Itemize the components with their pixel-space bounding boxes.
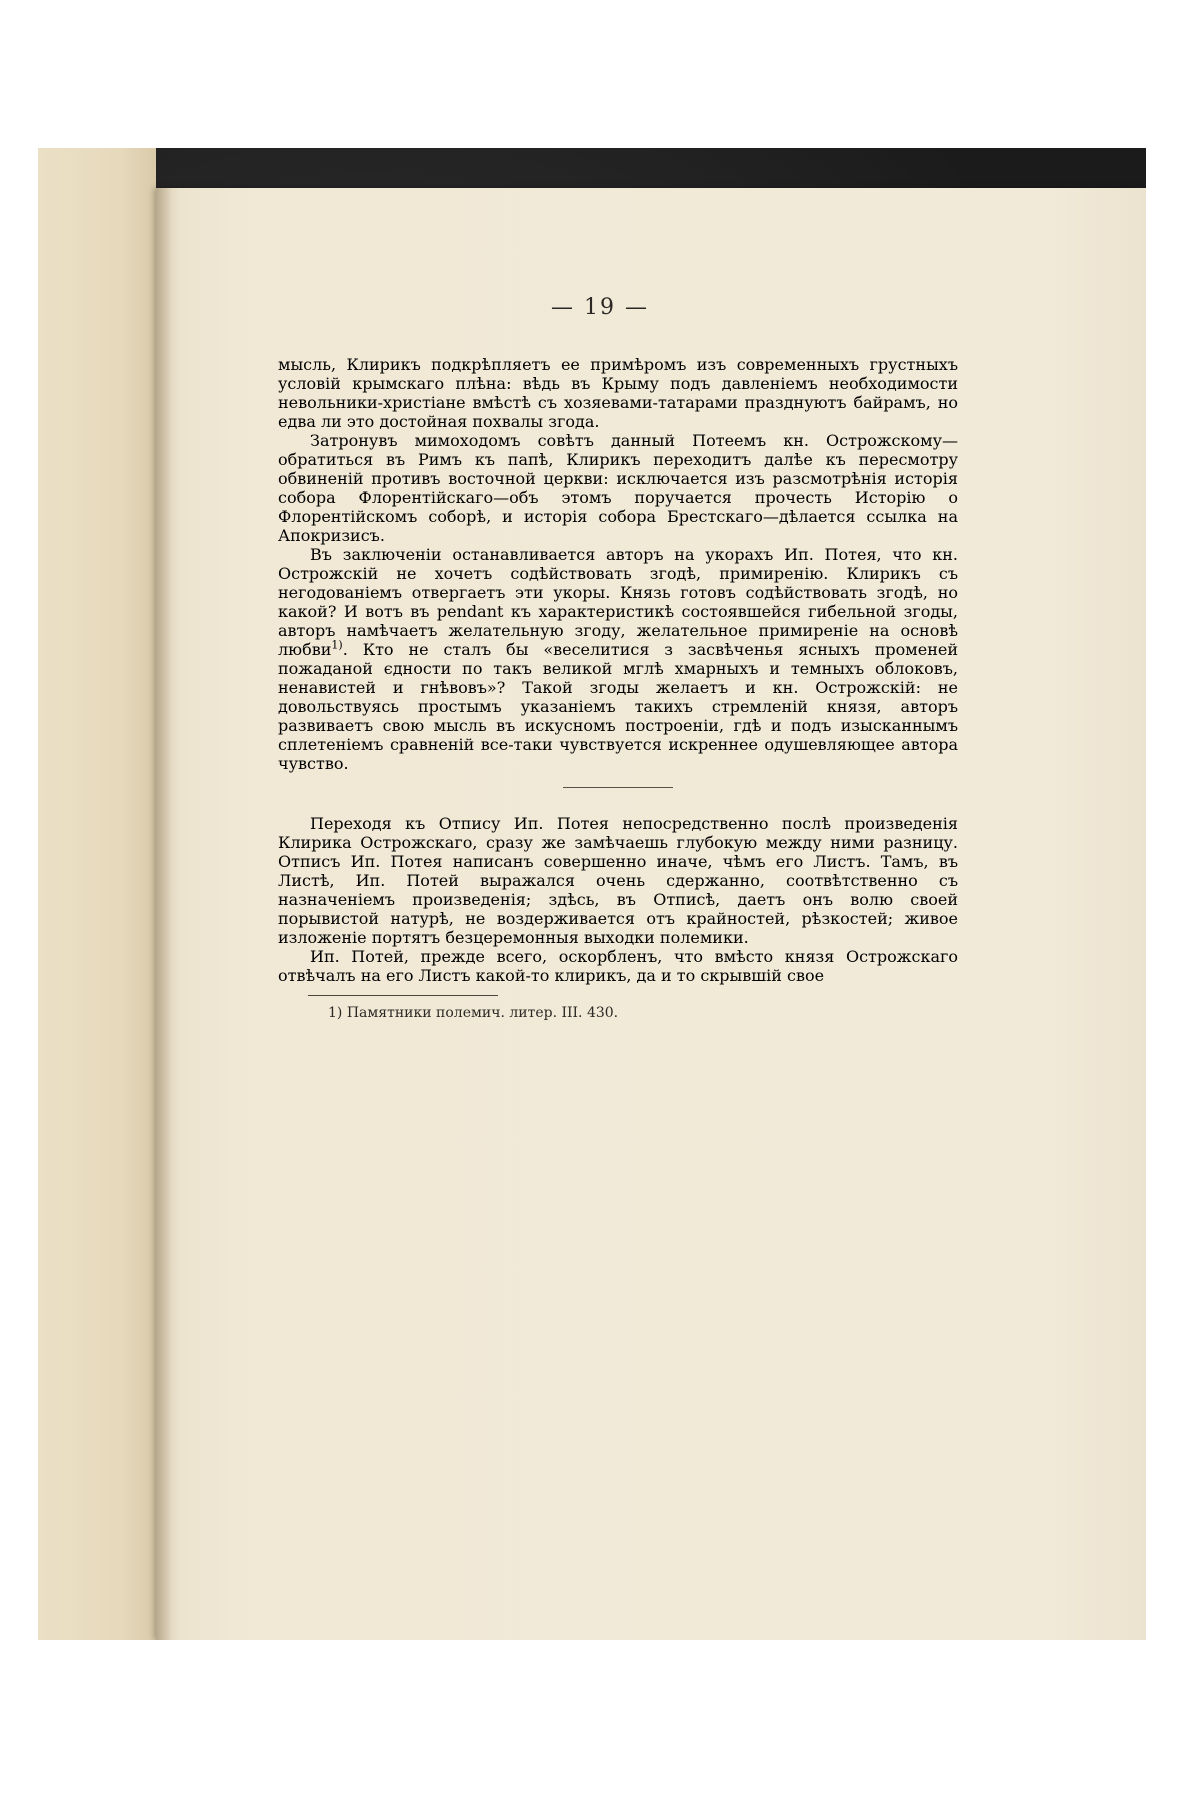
paragraph-1: мысль, Клирикъ подкрѣпляетъ ее примѣромъ изъ современныхъ грустныхъ условій крымскаго плѣна: вѣдь въ Крыму подъ давленіемъ необходимости невольники-христіане вмѣстѣ съ хозяевами-татарами празднуютъ байрамъ, но едва ли это достойная похвалы згода. [278, 355, 958, 431]
paragraph-2: Затронувъ мимоходомъ совѣтъ данный Потеемъ кн. Острожскому— обратиться въ Римъ къ папѣ, Клирикъ переходитъ далѣе къ пересмотру обвиненій противъ восточной церкви: исключается изъ разсмотрѣнія исторія собора Флорентійскаго—объ этомъ поручается прочесть Исторію о Флорентійскомъ соборѣ, и исторія собора Брестскаго—дѣлается ссылка на Апокризисъ. [278, 431, 958, 545]
paragraph-5: Ип. Потей, прежде всего, оскорбленъ, что вмѣсто князя Острожскаго отвѣчалъ на его Листъ какой-то клирикъ, да и то скрывшій свое [278, 947, 958, 985]
page-gutter-shadow [156, 188, 172, 1640]
section-divider [563, 787, 673, 788]
paragraph-3-continuation: Кто не сталъ бы «веселитися з засвѣченья ясныхъ променей пожаданой єдности по такъ великой мглѣ хмарныхъ и темныхъ облоковъ, ненавистей и гнѣвовъ»? Такой згоды желаетъ и кн. Острожскій: не довольствуясь простымъ указаніемъ такихъ стремленій князя, авторъ развиваетъ свою мысль въ искусномъ построеніи, гдѣ и подъ изысканнымъ сплетеніемъ сравненій все-таки чувствуется искреннее одушевляющее автора чувство. [278, 640, 959, 773]
footnote: 1) Памятники полемич. литер. III. 430. [328, 1005, 619, 1021]
paragraph-3-text: Въ заключеніи останавливается авторъ на укорахъ Ип. Потея, что кн. Острожскій не хочетъ содѣйствовать згодѣ, примиренію. Клирикъ съ негодованіемъ отвергаетъ эти укоры. Князь готовъ содѣйствовать згодѣ, но какой? И вотъ въ pendant къ характеристикѣ состоявшейся гибельной згоды, авторъ намѣчаетъ желательную згоду, желательное примиреніе на основѣ любви [278, 545, 958, 659]
footnote-rule [308, 995, 498, 996]
paragraph-3: Въ заключеніи останавливается авторъ на укорахъ Ип. Потея, что кн. Острожскій не хочетъ содѣйствовать згодѣ, примиренію. Клирикъ съ негодованіемъ отвергаетъ эти укоры. Князь готовъ содѣйствовать згодѣ, но какой? И вотъ въ pendant къ характеристикѣ состоявшейся гибельной згоды, авторъ намѣчаетъ желательную згоду, желательное примиреніе на основѣ любви$^{1)}$. Кто не сталъ бы «веселитися з засвѣченья ясныхъ променей пожаданой єдности по такъ великой мглѣ хмарныхъ и темныхъ облоковъ, ненавистей и гнѣвовъ»? Такой згоды желаетъ и кн. Острожскій: не довольствуясь простымъ указаніемъ такихъ стремленій князя, авторъ развиваетъ свою мысль въ искусномъ построеніи, гдѣ и подъ изысканнымъ сплетеніемъ сравненій все-таки чувствуется искреннее одушевляющее автора чувство. [278, 545, 959, 773]
paragraph-4: Переходя къ Отпису Ип. Потея непосредственно послѣ произведенія Клирика Острожскаго, сразу же замѣчаешь глубокую между ними разницу. Отписъ Ип. Потея написанъ совершенно иначе, чѣмъ его Листъ. Тамъ, въ Листѣ, Ип. Потей выражался очень сдержанно, соотвѣтственно съ назначеніемъ произведенія; здѣсь, въ Отписѣ, даетъ онъ волю своей порывистой натурѣ, не воздерживается отъ крайностей, рѣзкостей; живое изложеніе портятъ безцеремонныя выходки полемики. [278, 814, 958, 947]
page-number: — 19 — [551, 295, 649, 320]
footnote-marker: 1) [331, 638, 343, 652]
page-text [278, 355, 958, 1024]
previous-page-edge [38, 148, 156, 1640]
